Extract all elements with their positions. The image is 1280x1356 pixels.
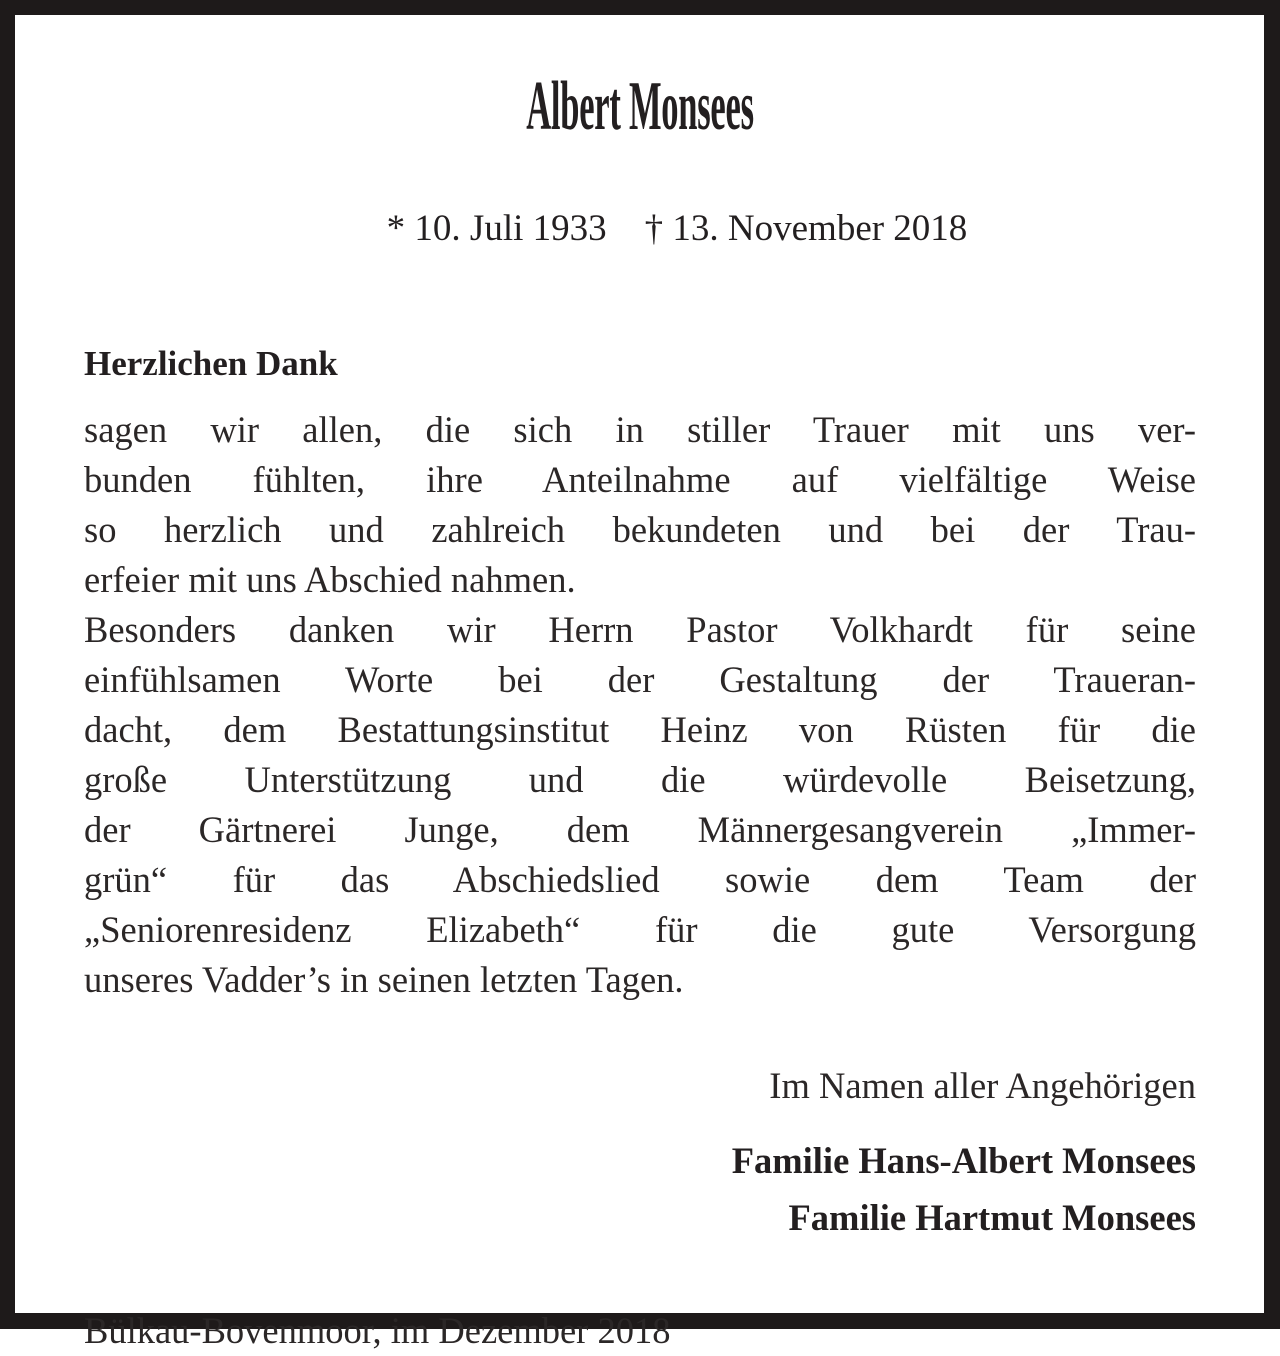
birth-date: * 10. Juli 1933 <box>386 208 607 249</box>
closing-intro: Im Namen aller Angehörigen <box>769 1065 1196 1106</box>
body-line: große Unterstützung und die würdevolle Beisetzung, <box>84 759 1196 800</box>
death-date: † 13. November 2018 <box>644 208 968 249</box>
closing-family-name: Familie Hans-Albert Monsees <box>731 1140 1196 1181</box>
life-dates <box>84 142 1196 284</box>
closing-block <box>84 1005 1196 1246</box>
notice-inner-panel <box>15 15 1264 1351</box>
body-line: so herzlich und zahlreich bekundeten und bei der Trau- <box>84 509 1196 550</box>
body-line: bunden fühlten, ihre Anteilnahme auf vielfältige Weise <box>84 459 1196 500</box>
body-line: sagen wir allen, die sich in stiller Trauer mit uns ver- <box>84 409 1196 450</box>
thanks-body <box>84 381 1196 1005</box>
body-line: grün“ für das Abschiedslied sowie dem Team der <box>84 859 1196 900</box>
body-line: erfeier mit uns Abschied nahmen. <box>84 559 576 600</box>
thanks-heading: Herzlichen Dank <box>84 344 338 383</box>
place-and-date: Bülkau-Bovenmoor, im Dezember 2018 <box>84 1310 671 1351</box>
notice-content <box>84 15 1196 1351</box>
body-line: einfühlsamen Worte bei der Gestaltung der Traueran- <box>84 659 1196 700</box>
body-line: der Gärtnerei Junge, dem Männergesangverein „Immer- <box>84 809 1196 850</box>
closing-family-name: Familie Hartmut Monsees <box>788 1197 1196 1238</box>
body-line: Besonders danken wir Herrn Pastor Volkhardt für seine <box>84 609 1196 650</box>
body-line: „Seniorenresidenz Elizabeth“ für die gute Versorgung <box>84 909 1196 950</box>
body-line: dacht, dem Bestattungsinstitut Heinz von Rüsten für die <box>84 709 1196 750</box>
deceased-name: Albert Monsees <box>526 68 754 145</box>
body-line: unseres Vadder’s in seinen letzten Tagen. <box>84 959 684 1000</box>
